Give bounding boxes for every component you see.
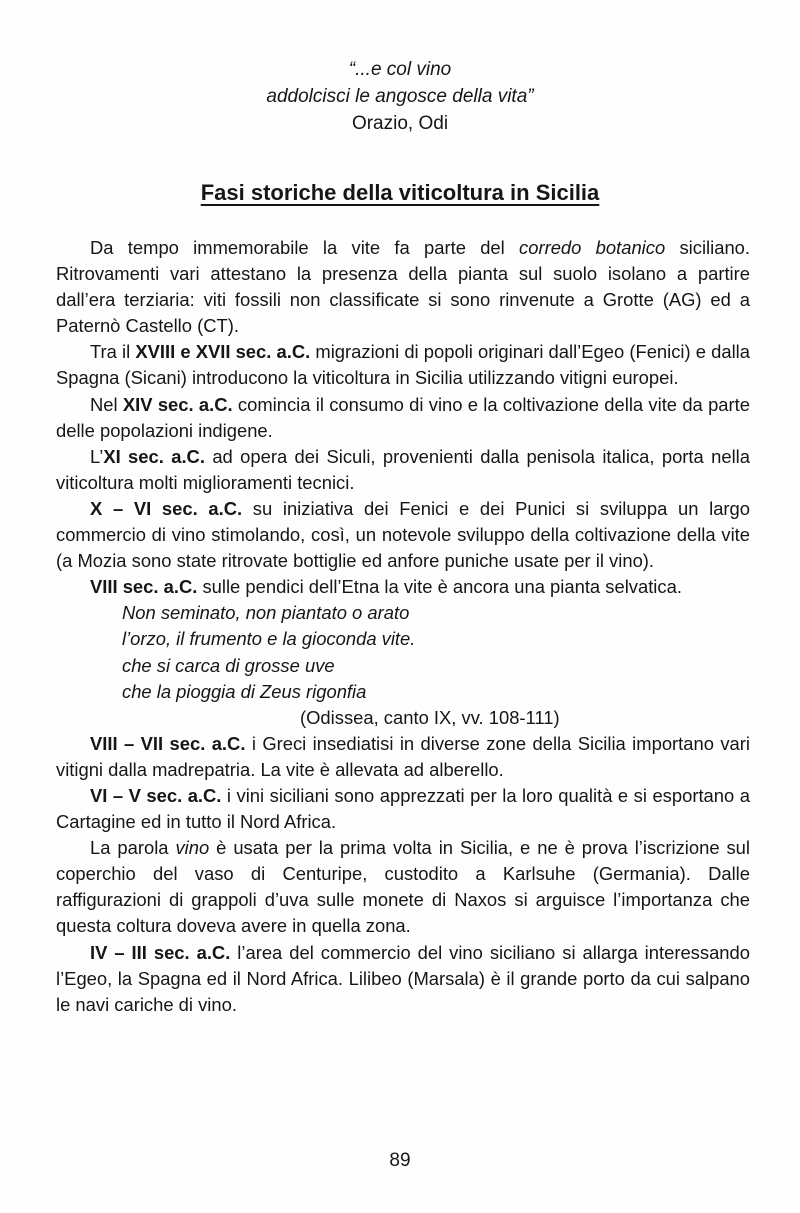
paragraph [56,496,750,574]
text-run: siciliano. Ritrovamenti vari attestano la presenza della pianta sul suolo isolano a partire dall’era terziaria: viti fossili non classificate si sono rinvenute a Grotte (AG) ed a Paternò Castello (CT). [56,237,751,337]
text-run: Tra il [90,341,136,363]
period-label: XI sec. a.C. [103,445,205,467]
text-run: L’ [90,445,104,467]
period-label: XIV sec. a.C. [122,393,233,415]
poem-citation: (Odissea, canto IX, vv. 108-111) [300,706,560,728]
epigraph [0,56,800,137]
body-text [56,235,750,1018]
text-run: è usata per la prima volta in Sicilia, e ne è prova l’iscrizione sul coperchio del vaso di Centuripe, custodito a Karlsuhe (Germania). Dalle raffigurazioni di grappoli d’uva sulle monete di Naxos si arguisce l’importanza che questa coltura doveva avere in quella zona. [56,837,750,937]
paragraph [56,783,750,835]
page-number: 89 [389,1150,411,1171]
poem-line: Non seminato, non piantato o arato [122,602,410,624]
period-label: VIII sec. a.C. [90,576,198,598]
period-label: XVIII e XVII sec. a.C. [135,341,311,363]
paragraph [56,339,750,391]
chapter-title: Fasi storiche della viticoltura in Sicilia [200,180,600,205]
text-run: i Greci insediatisi in diverse zone della Sicilia importano vari vitigni dalla madrepatria. La vite è allevata ad alberello. [56,732,750,780]
paragraph [56,731,750,783]
epigraph-line: addolcisci le angosce della vita” [266,86,534,107]
paragraph [56,444,750,496]
paragraph [56,392,750,444]
paragraph [56,574,750,600]
text-run: l’area del commercio del vino siciliano si allarga interessando l’Egeo, la Spagna ed il Nord Africa. Lilibeo (Marsala) è il grande porto da cui salpano le navi cariche di vino. [56,941,750,1015]
text-run: sulle pendici dell’Etna la vite è ancora una pianta selvatica. [197,576,682,598]
epigraph-line: “...e col vino [348,59,452,80]
italic-term: vino [175,837,210,859]
text-run: La parola [90,837,176,859]
text-run: Da tempo immemorabile la vite fa parte del [90,237,520,258]
text-run: i vini siciliani sono apprezzati per la loro qualità e si esportano a Cartagine ed in tutto il Nord Africa. [56,784,750,833]
epigraph-attribution: Orazio, Odi [351,113,449,134]
poem-quote [56,600,750,704]
paragraph [56,940,750,1018]
period-label: X – VI sec. a.C. [90,497,243,519]
text-run: comincia il consumo di vino e la coltivazione della vite da parte delle popolazioni indigene. [56,393,750,441]
italic-term: corredo botanico [519,237,666,258]
poem-line: che si carca di grosse uve [122,654,335,676]
period-label: VIII – VII sec. a.C. [90,732,246,754]
text-run: migrazioni di popoli originari dall’Egeo (Fenici) e dalla Spagna (Sicani) introducono la viticoltura in Sicilia utilizzando vitigni europei. [56,341,750,389]
period-label: IV – III sec. a.C. [90,941,231,963]
paragraph [56,235,750,339]
paragraph [56,835,750,939]
period-label: VI – V sec. a.C. [90,784,222,806]
poem-line: l’orzo, il frumento e la gioconda vite. [122,628,416,650]
poem-line: che la pioggia di Zeus rigonfia [122,680,367,702]
text-run: su iniziativa dei Fenici e dei Punici si sviluppa un largo commercio di vino stimolando, così, un notevole sviluppo della coltivazione della vite (a Mozia sono state ritrovate bottiglie ed anfore puniche usate per il vino). [56,497,750,572]
text-run: ad opera dei Siculi, provenienti dalla penisola italica, porta nella viticoltura molti miglioramenti tecnici. [56,445,750,493]
text-run: Nel [90,393,123,415]
